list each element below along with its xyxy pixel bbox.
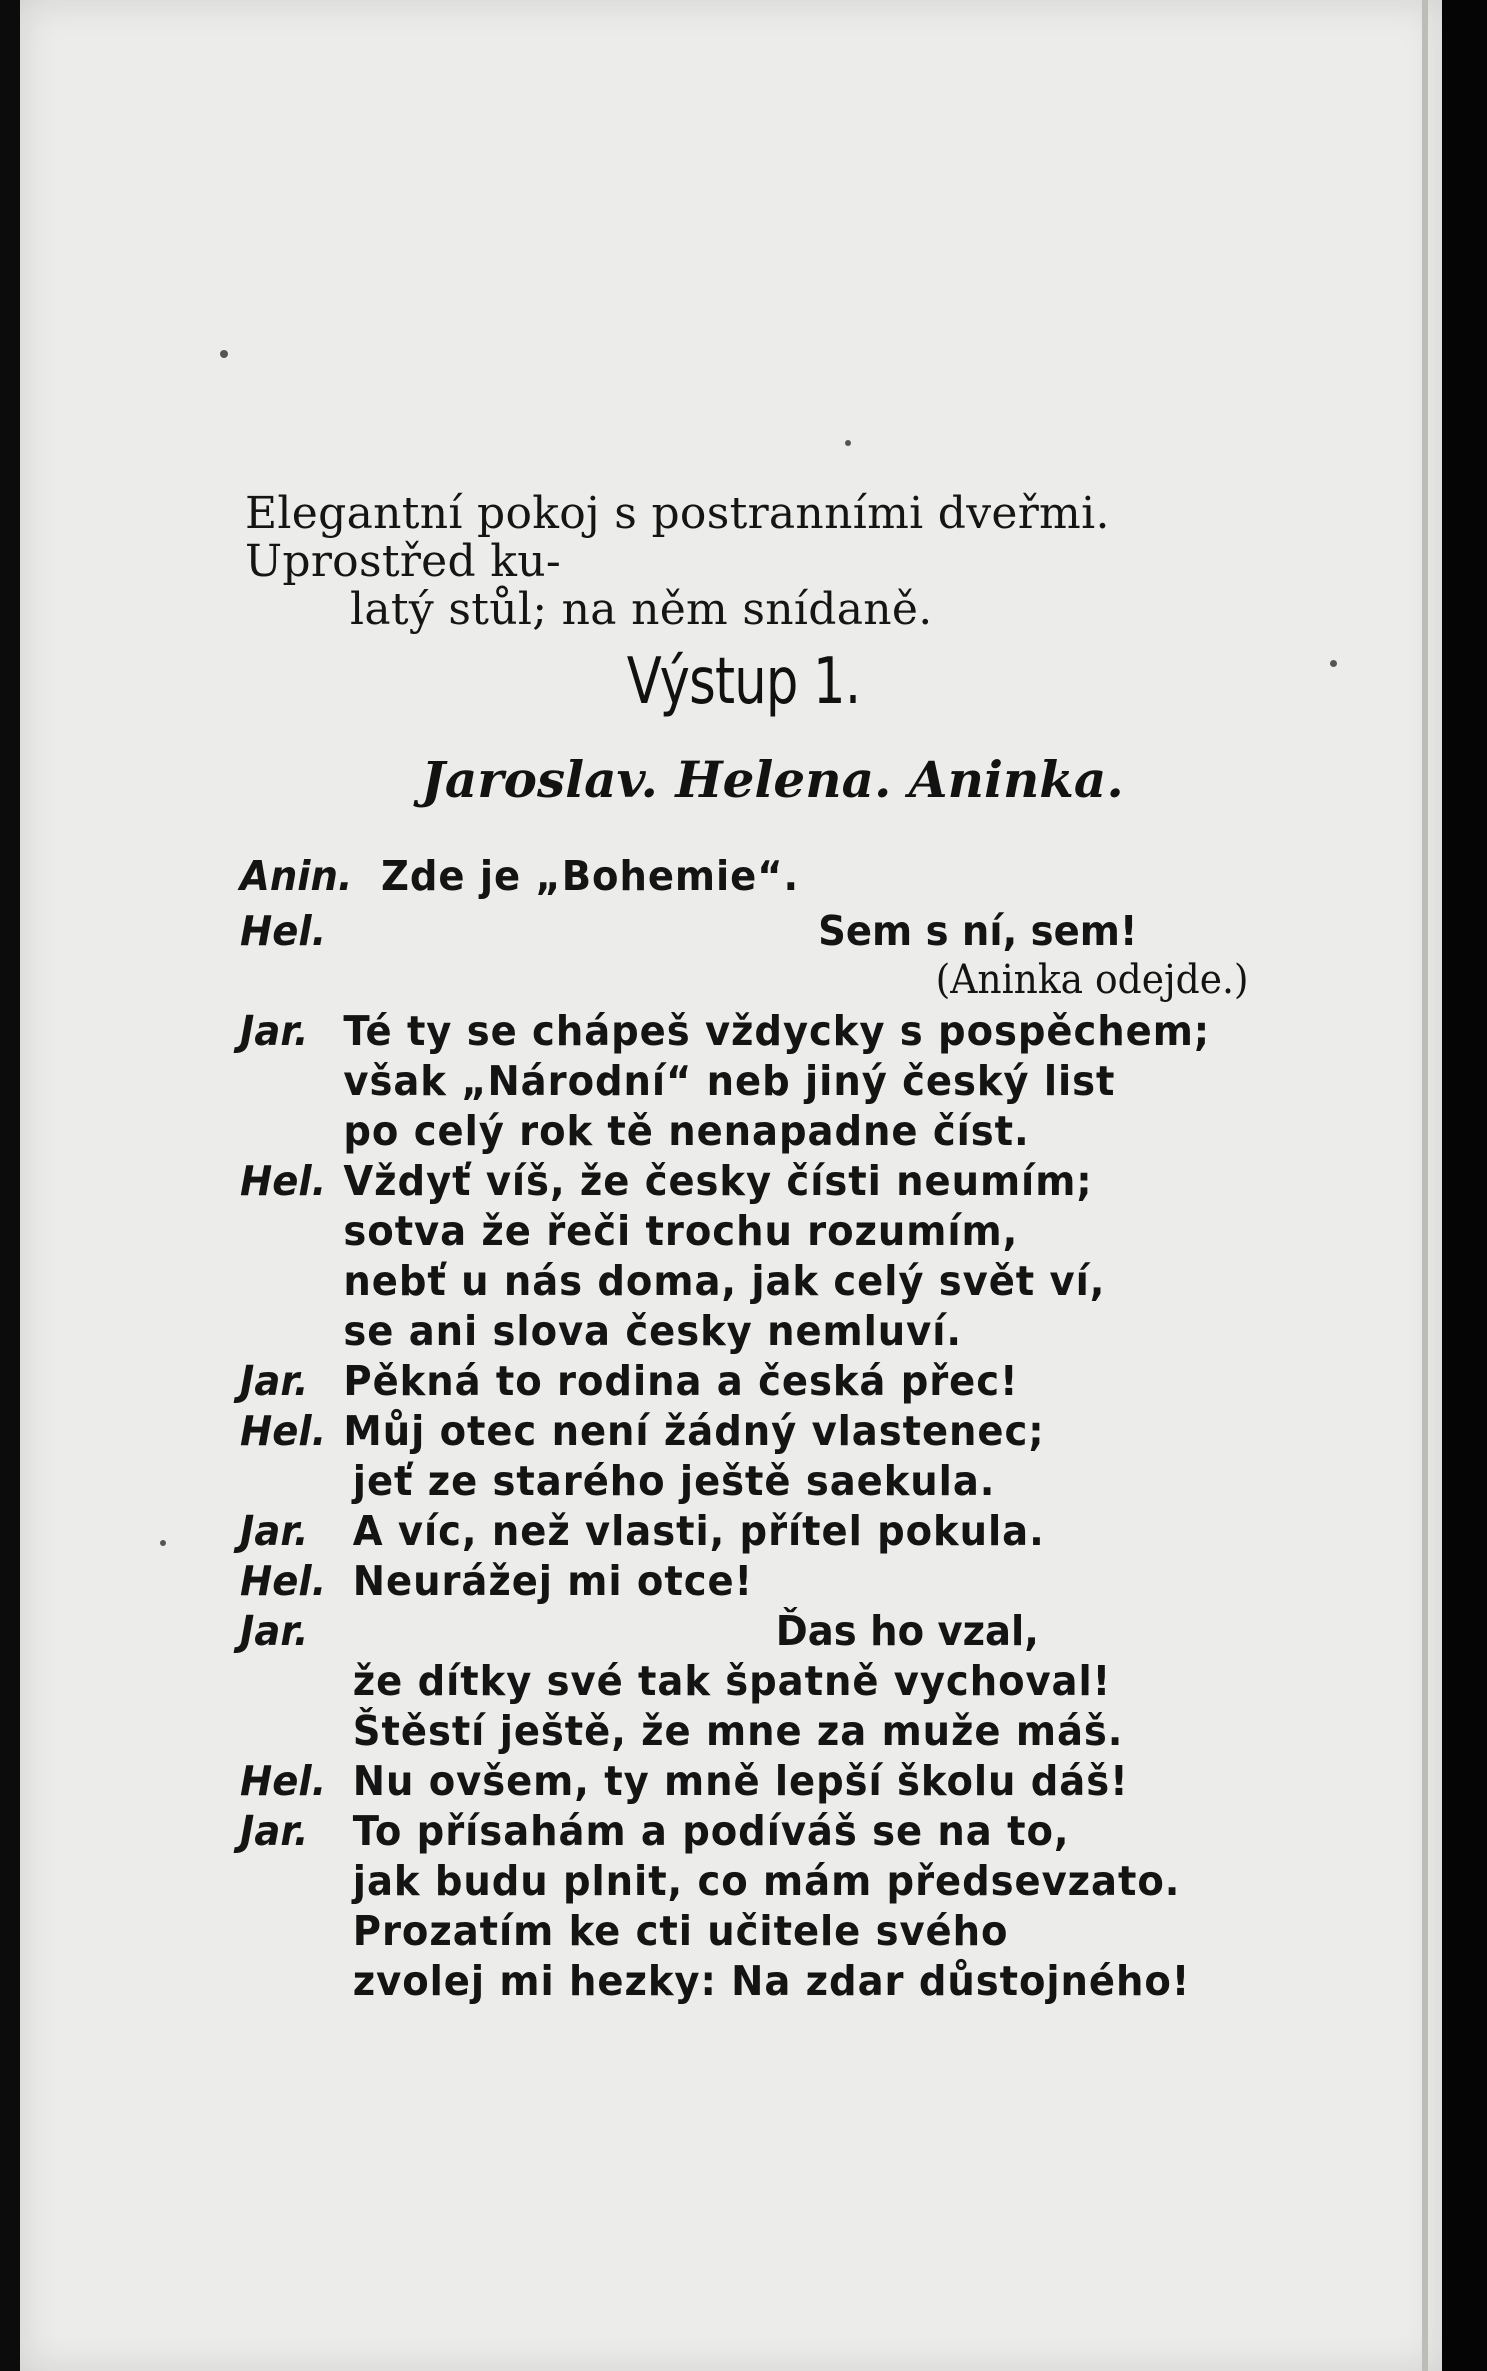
speaker-name: Hel. <box>240 1157 327 1205</box>
dialogue-text: po celý rok tě nenapadne číst. <box>343 1107 1030 1155</box>
stage-direction-line: latý stůl; na něm snídaně. <box>350 584 933 635</box>
dialogue-text: jak budu plnit, co mám předsevzato. <box>352 1857 1181 1905</box>
dialogue-text: Neurážej mi otce! <box>352 1557 754 1605</box>
speaker-name: Hel. <box>240 907 327 955</box>
dialogue-text: zvolej mi hezky: Na zdar důstojného! <box>352 1957 1191 2005</box>
dialogue-text: To přísahám a podíváš se na to, <box>352 1807 1070 1855</box>
dialogue-text: Prozatím ke cti učitele svého <box>352 1907 1009 1955</box>
stage-note: (Aninka odejde.) <box>935 957 1249 1003</box>
page-edge <box>1422 0 1428 2371</box>
speaker-name: Jar. <box>240 1007 309 1055</box>
stage-direction <box>245 490 1345 634</box>
dialogue-text: že dítky své tak špatně vychoval! <box>352 1657 1112 1705</box>
dialogue-text: Ďas ho vzal, <box>775 1607 1039 1655</box>
speaker-name: Jar. <box>240 1507 309 1555</box>
dialogue-text: Zde je „Bohemie“. <box>381 852 800 900</box>
dialogue-text: A víc, než vlasti, přítel pokula. <box>352 1507 1045 1555</box>
speaker-name: Jar. <box>240 1807 309 1855</box>
speaker-name: Anin. <box>240 852 353 900</box>
speaker-name: Hel. <box>240 1757 327 1805</box>
speaker-name: Hel. <box>240 1407 327 1455</box>
binding-shadow <box>1442 0 1487 2371</box>
cast-list: Jaroslav. Helena. Aninka. <box>421 750 1124 809</box>
dialogue-text: však „Národní“ neb jiný český list <box>343 1057 1116 1105</box>
dialogue-text: Štěstí ještě, že mne za muže máš. <box>352 1707 1124 1755</box>
dialogue-text: Sem s ní, sem! <box>818 907 1138 955</box>
dialogue-text: se ani slova česky nemluví. <box>343 1307 962 1355</box>
paper-speck <box>220 350 228 358</box>
dialogue-text: Pěkná to rodina a česká přec! <box>343 1357 1019 1405</box>
speaker-name: Jar. <box>240 1607 309 1655</box>
speaker-name: Jar. <box>240 1357 309 1405</box>
scene-title: Výstup 1. <box>626 645 861 719</box>
dialogue-text: Můj otec není žádný vlastenec; <box>343 1407 1045 1455</box>
dialogue-text: nebť u nás doma, jak celý svět ví, <box>343 1257 1106 1305</box>
speaker-name: Hel. <box>240 1557 327 1605</box>
dialogue-text: sotva že řeči trochu rozumím, <box>343 1207 1019 1255</box>
dialogue-text: jeť ze starého ještě saekula. <box>352 1457 996 1505</box>
dialogue-text: Vždyť víš, že česky čísti neumím; <box>343 1157 1093 1205</box>
paper-speck <box>160 1540 166 1546</box>
dialogue-text: Té ty se chápeš vždycky s pospěchem; <box>343 1007 1211 1055</box>
dialogue-text: Nu ovšem, ty mně lepší školu dáš! <box>352 1757 1129 1805</box>
paper-speck <box>845 440 851 446</box>
stage-direction-line: Elegantní pokoj s postranními dveřmi. Uprostřed ku- <box>245 488 1110 587</box>
